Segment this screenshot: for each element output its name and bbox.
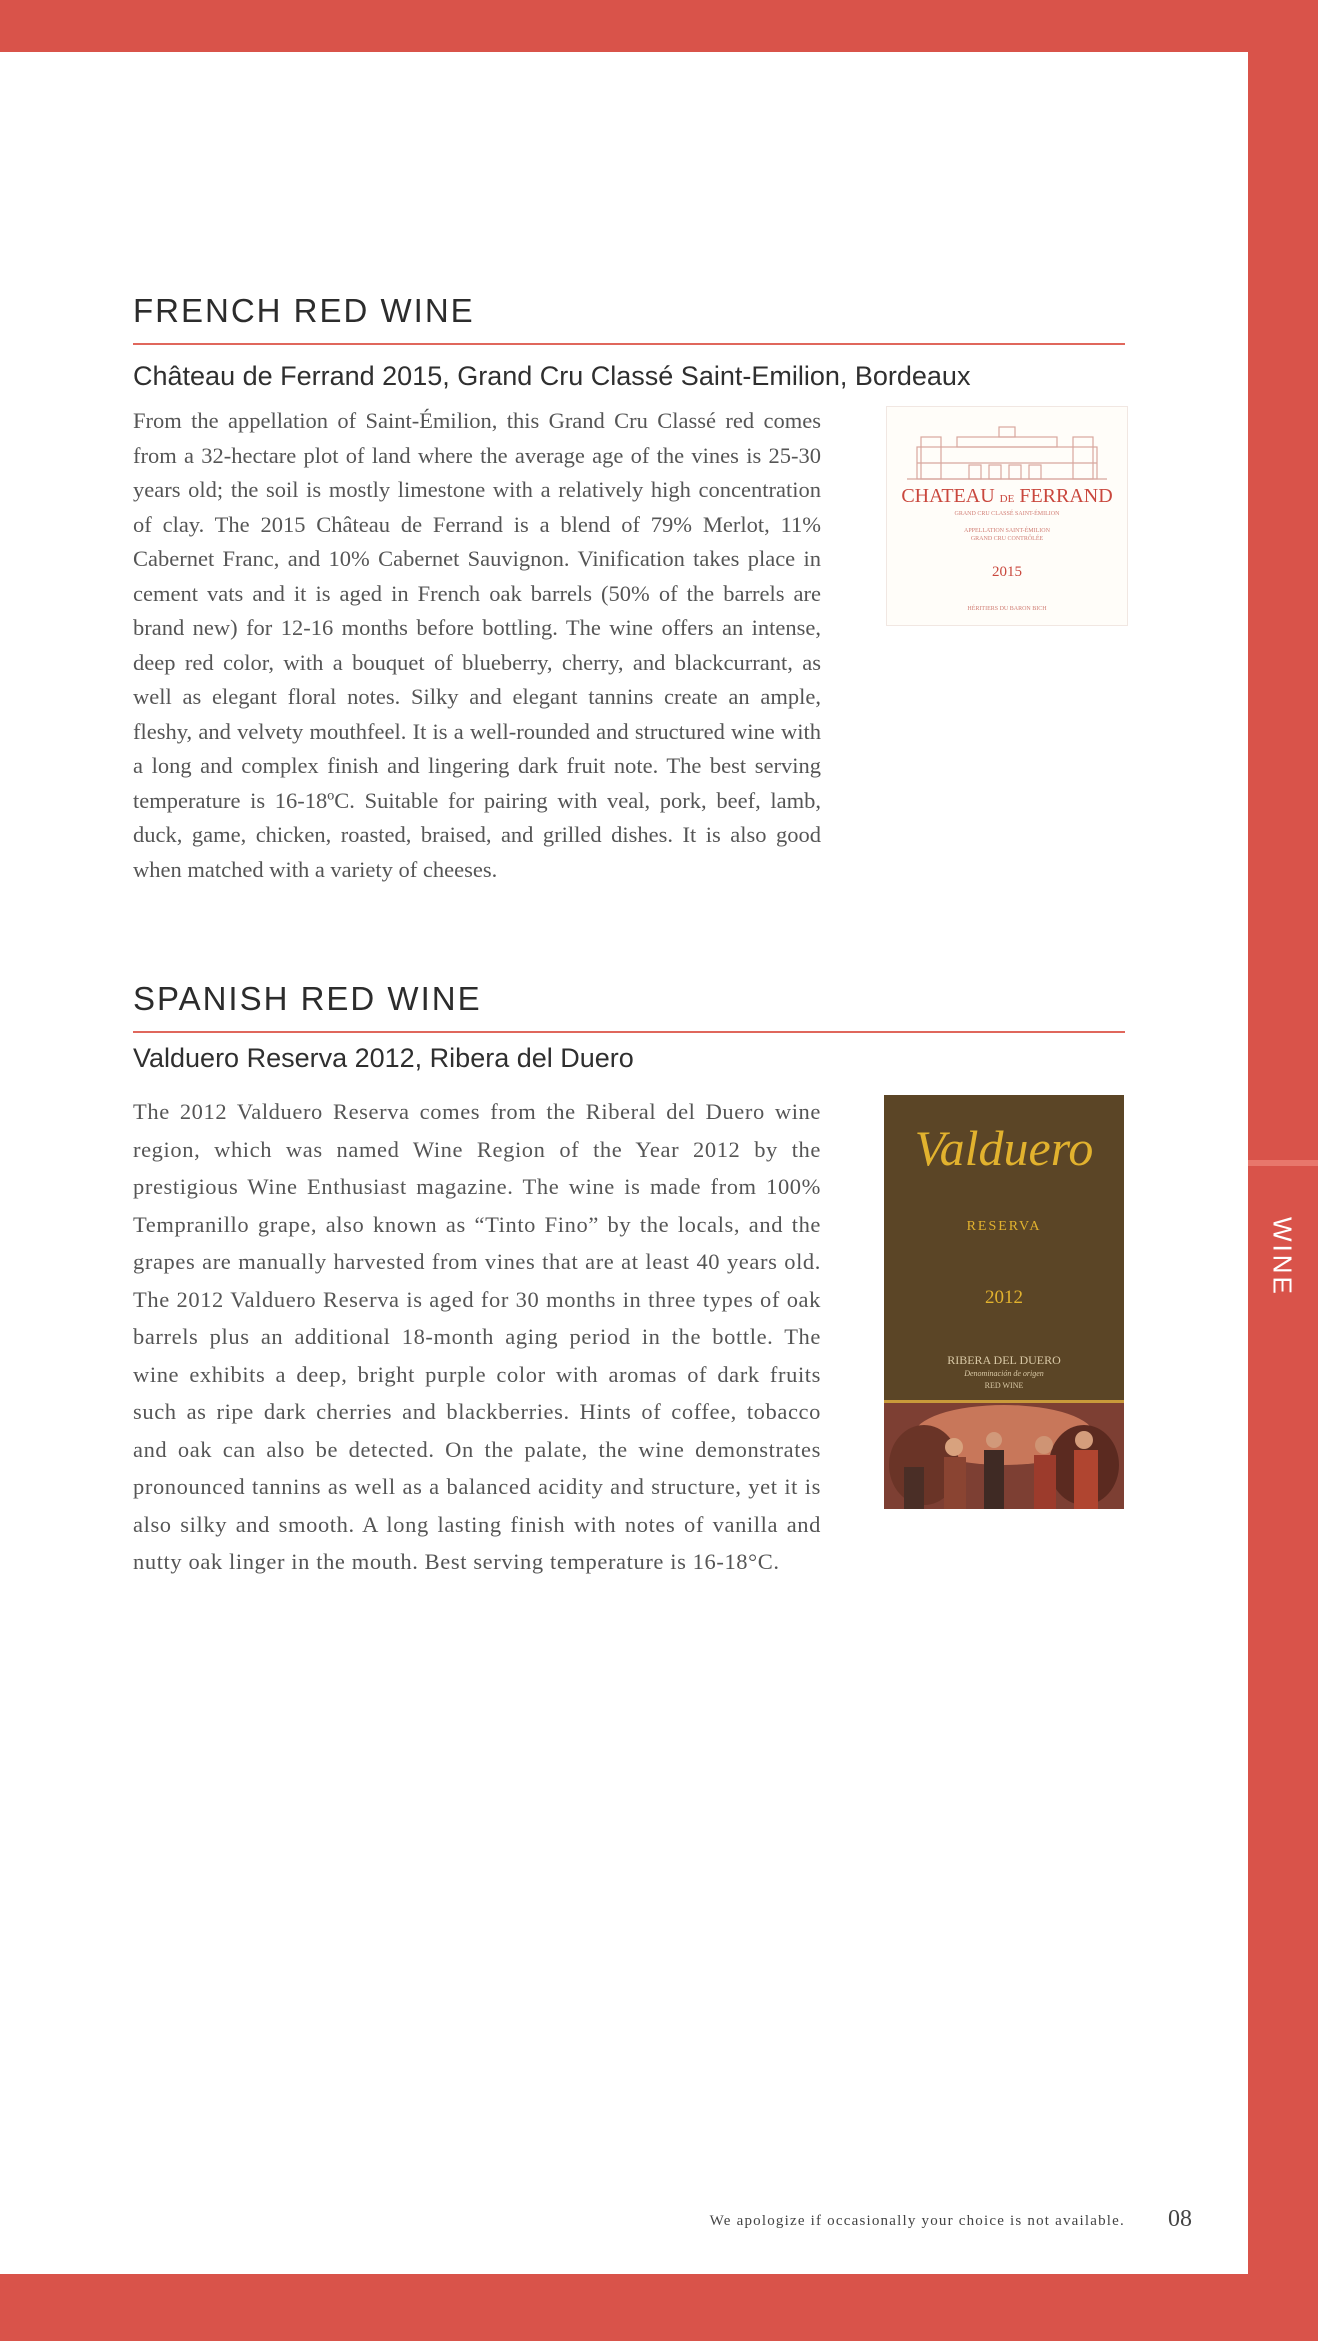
ferrand-label-line3: GRAND CRU CONTRÔLÉE	[970, 536, 1044, 542]
ferrand-label-name-de: DE	[999, 493, 1015, 505]
section-heading-french: FRENCH RED WINE	[133, 292, 475, 329]
valduero-label-grade: RESERVA	[966, 1219, 1042, 1234]
ferrand-label-footer: HÉRITIERS DU BARON BICH	[967, 606, 1047, 612]
valduero-label-type: RED WINE	[984, 1381, 1024, 1390]
side-tab-label: WINE	[1267, 1217, 1298, 1297]
side-tab-marker	[1248, 1160, 1318, 1166]
ferrand-label-name-main: CHATEAU	[901, 485, 995, 507]
wine-description-ferrand: From the appellation of Saint-Émilion, this Grand Cru Classé red comes from a 32-hectare plot of land where the average age of the vines is 25-30 years old; the soil is mostly limestone with a relatively high concentration of clay. The 2015 Château de Ferrand is a blend of 79% Merlot, 11% Cabernet Franc, and 10% Cabernet Sauvignon. Vinification takes place in cement vats and it is aged in French oak barrels (50% of the barrels are brand new) for 12-16 months before bottling. The wine offers an intense, deep red color, with a bouquet of blueberry, cherry, and blackcurrant, as well as elegant floral notes. Silky and elegant tannins create an ample, fleshy, and velvety mouthfeel. It is a well-rounded and structured wine with a long and complex finish and lingering dark fruit note. The best serving temperature is 16-18ºC. Suitable for pairing with veal, pork, beef, lamb, duck, game, chicken, roasted, braised, and grilled dishes. It is also good when matched with a variety of cheeses.	[133, 408, 821, 882]
valduero-label-brand: Valduero	[914, 1120, 1094, 1176]
ferrand-label-line1: GRAND CRU CLASSÉ SAINT-ÉMILION	[954, 511, 1060, 517]
page-number: 08	[1168, 2206, 1192, 2232]
section-divider	[133, 343, 1125, 345]
ferrand-label-name-end: FERRAND	[1019, 485, 1113, 507]
ferrand-label-image	[886, 406, 1128, 626]
wine-description-valduero: The 2012 Valduero Reserva comes from the Riberal del Duero wine region, which was named Wine Region of the Year 2012 by the prestigious Wine Enthusiast magazine. The wine is made from 100% Tempranillo grape, also known as “Tinto Fino” by the locals, and the grapes are manually harvested from vines that are at least 40 years old. The 2012 Valduero Reserva is aged for 30 months in three types of oak barrels plus an additional 18-month aging period in the bottle. The wine exhibits a deep, bright purple color with aromas of dark fruits such as ripe dark cherries and blackberries. Hints of coffee, tobacco and oak can also be detected. On the palate, the wine demonstrates pronounced tannins as well as a balanced acidity and structure, yet it is also silky and smooth. A long lasting finish with notes of vanilla and nutty oak linger in the mouth. Best serving temperature is 16-18°C.	[133, 1099, 821, 1574]
wine-title-valduero: Valduero Reserva 2012, Ribera del Duero	[133, 1043, 634, 1073]
painting-illustration	[884, 1403, 1124, 1509]
valduero-label-region: RIBERA DEL DUERO	[947, 1353, 1061, 1367]
valduero-label-denomination: Denominación de origen	[964, 1369, 1044, 1378]
valduero-label-image	[884, 1095, 1124, 1509]
ferrand-label-line2: APPELLATION SAINT-ÉMILION	[964, 528, 1050, 534]
wine-title-ferrand: Château de Ferrand 2015, Grand Cru Classé Saint-Emilion, Bordeaux	[133, 361, 971, 391]
ferrand-label-vintage: 2015	[992, 564, 1022, 580]
valduero-label-vintage: 2012	[985, 1287, 1023, 1308]
svg-text:CHATEAU DE FERRAND	[901, 485, 1112, 507]
availability-note: We apologize if occasionally your choice is not available.	[709, 2213, 1125, 2229]
section-divider	[133, 1031, 1125, 1033]
chateau-building-icon	[887, 407, 1127, 625]
section-heading-spanish: SPANISH RED WINE	[133, 980, 482, 1017]
